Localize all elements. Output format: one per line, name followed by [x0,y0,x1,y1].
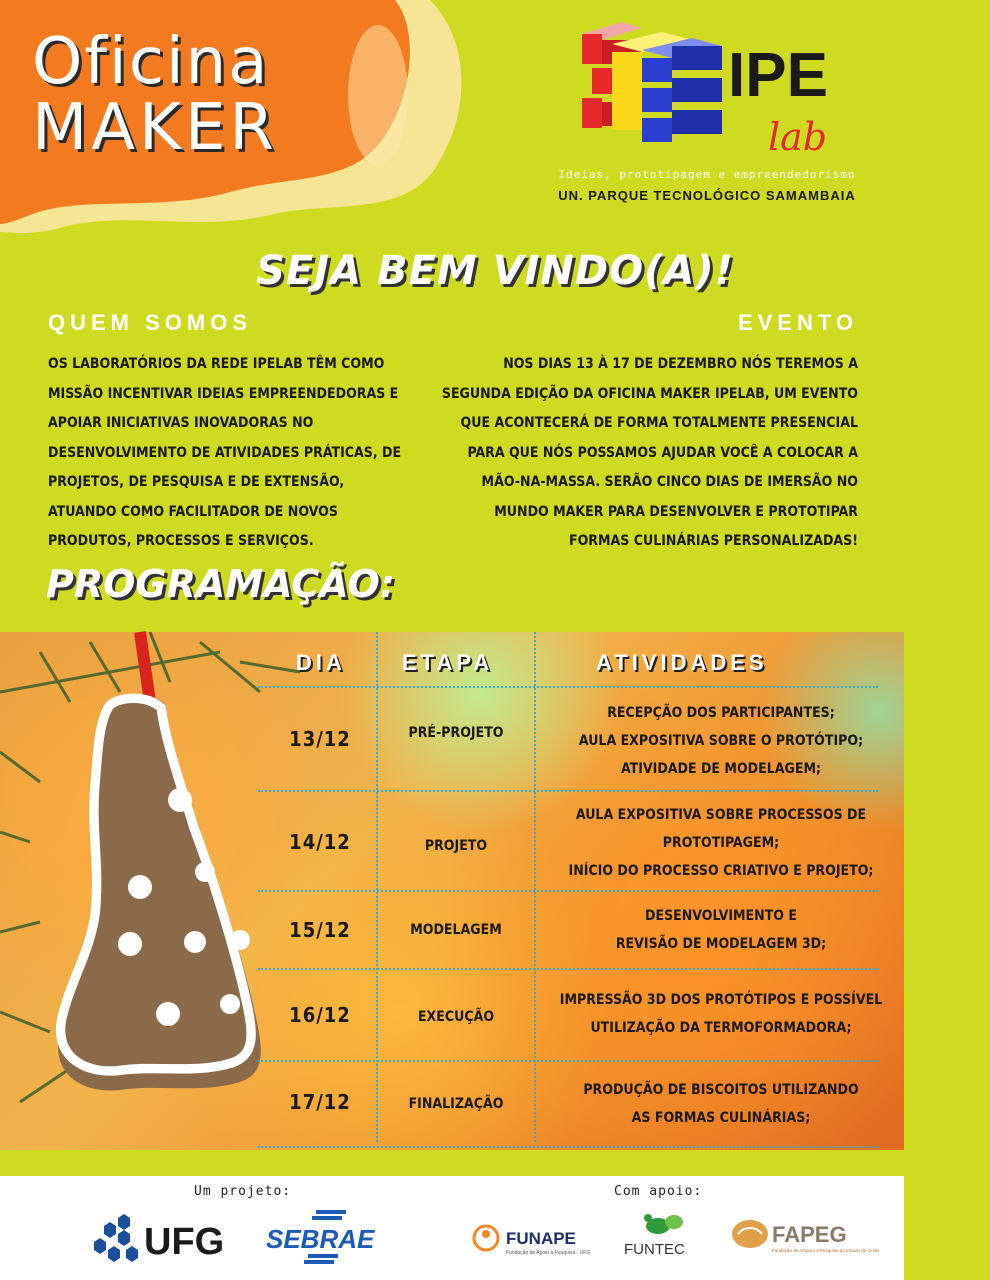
event-line: FORMAS CULINÁRIAS PERSONALIZADAS! [568,533,858,549]
ipelab-logo [582,20,842,160]
activity-line: AULA EXPOSITIVA SOBRE PROCESSOS DE [575,807,867,823]
event-line: MUNDO MAKER PARA DESENVOLVER E PROTOTIPAR [494,503,858,520]
activity-line: PRODUÇÃO DE BISCOITOS UTILIZANDO [583,1082,859,1098]
row-activities [536,898,906,962]
event-line: MÃO-NA-MASSA. SERÃO CINCO DIAS DE IMERSÃO NO [481,474,858,490]
about-line: ATUANDO COMO FACILITADOR DE NOVOS [48,503,338,520]
ipelab-park: UN. PARQUE TECNOLÓGICO SAMAMBAIA [558,188,856,203]
row-day: 14/12 [289,830,351,854]
row-stage: FINALIZAÇÃO [408,1096,504,1112]
project-label: Um projeto: [194,1184,292,1199]
event-line: SEGUNDA EDIÇÃO DA OFICINA MAKER IPELAB, UM EVENTO [441,385,858,402]
activity-line: ATIVIDADE DE MODELAGEM; [620,761,822,777]
activity-line: INÍCIO DO PROCESSO CRIATIVO E PROJETO; [568,863,874,879]
ipe-logo-sub: lab [768,115,828,159]
about-line: APOIAR INICIATIVAS INOVADORAS NO [48,415,314,431]
activity-line: RECEPÇÃO DOS PARTICIPANTES; [607,705,835,721]
fapeg-logo-text: FAPEG [772,1222,847,1247]
about-line: PROJETOS, DE PESQUISA E DE EXTENSÃO, [48,474,345,490]
about-line: MISSÃO INCENTIVAR IDEIAS EMPREENDEDORAS E [48,385,399,402]
sebrae-logo-text: SEBRAE [266,1224,375,1254]
ipelab-tagline: Ideias, prototipagem e empreendedorismo [558,168,856,181]
row-stage: EXECUÇÃO [417,1009,495,1025]
activity-line: AULA EXPOSITIVA SOBRE O PROTÓTIPO; [578,733,864,749]
funape-head-icon [474,1226,498,1250]
schedule-table [0,632,904,1150]
activity-line: DESENVOLVIMENTO E [645,908,797,924]
activity-line: UTILIZAÇÃO DA TERMOFORMADORA; [590,1020,852,1036]
funtec-logo-text: FUNTEC [624,1241,685,1258]
title-maker: MAKER [32,91,278,165]
about-line: OS LABORATÓRIOS DA REDE IPELAB TÊM COMO [48,356,385,372]
row-day: 13/12 [289,727,351,751]
event-line: PARA QUE NÓS POSSAMOS AJUDAR VOCÊ A COLOCAR A [467,444,858,461]
event-heading: EVENTO [737,310,858,335]
title-oficina: Oficina [32,25,270,99]
footer [0,1176,904,1280]
col-header-dia: DIA [296,650,346,675]
col-header-atividades: ATIVIDADES [596,650,768,675]
fapeg-logo-sub: Fundação de Amparo à Pesquisa do Estado de Goiás [772,1248,880,1253]
row-activities [536,796,906,890]
ipelab-cubes-icon [582,22,722,142]
event-line: NOS DIAS 13 À 17 DE DEZEMBRO NÓS TEREMOS A [503,356,858,372]
fapeg-logo [730,1216,880,1262]
welcome-heading: SEJA BEM VINDO(A)! [256,248,734,294]
fapeg-brain-icon [732,1220,768,1248]
about-line: PRODUTOS, PROCESSOS E SERVIÇOS. [48,533,314,549]
row-day: 15/12 [289,918,351,942]
row-activities [536,1072,906,1136]
event-text [440,350,858,557]
ufg-logo [94,1212,234,1262]
row-stage: MODELAGEM [410,922,502,938]
about-heading: QUEM SOMOS [48,310,253,335]
ufg-logo-text: UFG [144,1221,225,1263]
about-text [48,350,418,557]
row-day: 17/12 [289,1090,351,1114]
funape-logo [472,1220,592,1260]
support-label: Com apoio: [614,1184,703,1199]
funape-logo-text: FUNAPE [506,1229,576,1248]
about-line: DESENVOLVIMENTO DE ATIVIDADES PRÁTICAS, DE [48,444,402,461]
activity-line: IMPRESSÃO 3D DOS PROTÓTIPOS E POSSÍVEL [559,992,883,1008]
row-stage: PROJETO [424,838,488,854]
row-activities [536,688,906,794]
row-day: 16/12 [289,1003,351,1027]
activity-line: PROTOTIPAGEM; [662,835,780,851]
funape-logo-sub: Fundação de Apoio à Pesquisa - UFG [506,1250,591,1256]
grid-line [258,1146,878,1148]
activity-line: AS FORMAS CULINÁRIAS; [631,1110,811,1126]
sebrae-logo [266,1210,384,1264]
activity-line: REVISÃO DE MODELAGEM 3D; [615,936,827,952]
col-header-etapa: ETAPA [402,650,494,675]
ufg-hexagon-icon [94,1214,138,1262]
program-heading: PROGRAMAÇÃO: [46,562,395,606]
row-stage: PRÉ-PROJETO [408,725,504,741]
funtec-leaf-icon [644,1214,683,1234]
event-line: QUE ACONTECERÁ DE FORMA TOTALMENTE PRESENCIAL [460,415,858,431]
funtec-logo [624,1210,704,1266]
row-activities [536,982,906,1046]
ipe-logo-name: IPE [728,41,828,110]
